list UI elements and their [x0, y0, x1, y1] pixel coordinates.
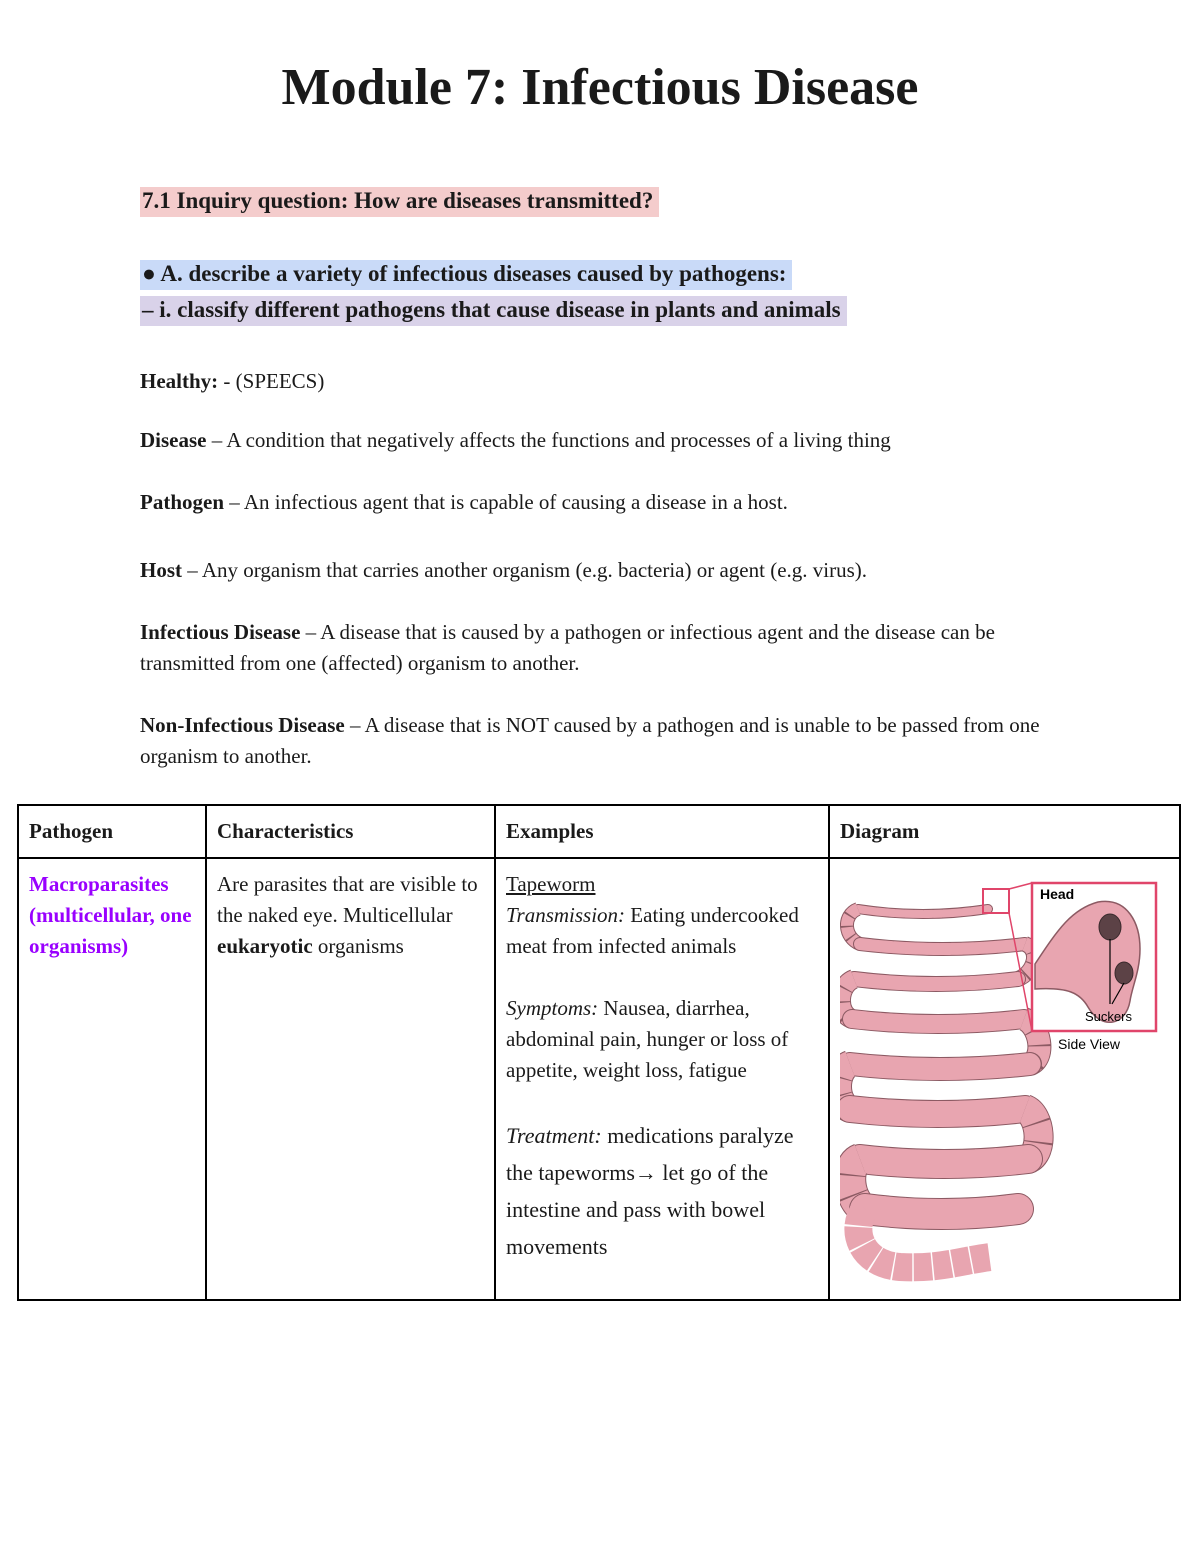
term: Disease: [140, 428, 207, 452]
tapeworm-illustration: [840, 869, 1170, 1289]
definition-host: [140, 555, 1070, 586]
definition-text: – A disease that is caused by a pathogen or infectious agent and the disease can be transmitted from one (affected) organism to another.: [140, 620, 995, 675]
head-inset: [1032, 883, 1156, 1031]
cell-diagram: [829, 858, 1180, 1300]
term: Host: [140, 558, 182, 582]
side-view-label: Side View: [1058, 1036, 1121, 1052]
worm-band: [860, 1159, 1028, 1164]
sucker-upper: [1099, 914, 1121, 940]
char-bold: eukaryotic: [217, 934, 313, 958]
definition-text: – A disease that is NOT caused by a pathogen and is unable to be passed from one organism to another.: [140, 713, 1040, 768]
example-name: Tapeworm: [506, 872, 596, 896]
treatment-label: Treatment:: [506, 1123, 602, 1148]
worm-band: [854, 979, 1018, 984]
pathogen-table: [17, 804, 1181, 1301]
char-text: Are parasites that are visible to the naked eye. Multicellular: [217, 872, 478, 927]
definition-disease: [140, 425, 1070, 456]
sucker-lower: [1115, 962, 1133, 984]
spacer: [506, 1086, 818, 1117]
transmission: [506, 900, 818, 962]
definition-text: - (SPEECS): [218, 369, 325, 393]
definition-healthy: [140, 366, 1070, 397]
char-text-end: organisms: [312, 934, 404, 958]
worm-band: [850, 1064, 1030, 1069]
header-examples: Examples: [495, 805, 829, 858]
definition-text: – Any organism that carries another organism (e.g. bacteria) or agent (e.g. virus).: [182, 558, 868, 582]
symptoms-label: Symptoms:: [506, 996, 599, 1020]
header-pathogen: Pathogen: [18, 805, 206, 858]
cell-characteristics: [206, 858, 495, 1300]
cell-examples: [495, 858, 829, 1300]
inset-connector: [1009, 883, 1032, 889]
definition-non-infectious-disease: [140, 710, 1070, 772]
table-row: [18, 858, 1180, 1300]
pathogen-name: Macroparasites (multicellular, one organisms): [29, 872, 192, 958]
worm-band: [850, 1109, 1025, 1114]
term: Healthy:: [140, 369, 219, 393]
term: Non-Infectious Disease: [140, 713, 345, 737]
tapeworm-diagram: [840, 869, 1169, 1289]
symptoms-text: Nausea, diarrhea, abdominal pain, hunger or loss of appetite, weight loss, fatigue: [506, 996, 789, 1082]
table-header-row: [18, 805, 1180, 858]
transmission-label: Transmission:: [506, 903, 626, 927]
term: Infectious Disease: [140, 620, 301, 644]
worm-band: [852, 1019, 1024, 1024]
outcome-a: ● A. describe a variety of infectious diseases caused by pathogens:: [140, 260, 792, 290]
outcome-i: – i. classify different pathogens that cause disease in plants and animals: [140, 296, 847, 326]
page-title: Module 7: Infectious Disease: [281, 59, 919, 116]
definition-infectious-disease: [140, 617, 1070, 679]
worm-band: [865, 1209, 1018, 1214]
definition-text: – An infectious agent that is capable of causing a disease in a host.: [224, 490, 788, 514]
suckers-label: Suckers: [1085, 1009, 1132, 1024]
header-characteristics: Characteristics: [206, 805, 495, 858]
term: Pathogen: [140, 490, 224, 514]
head-label: Head: [1040, 886, 1075, 902]
transmission-text: Eating undercooked meat from infected animals: [506, 903, 799, 958]
worm-band: [860, 944, 1025, 949]
definition-pathogen: [140, 487, 1070, 518]
symptoms: [506, 993, 818, 1086]
treatment-text: medications paralyze the tapeworms→ let go of the intestine and pass with bowel movements: [506, 1123, 794, 1259]
inquiry-question: 7.1 Inquiry question: How are diseases transmitted?: [140, 187, 659, 217]
cell-pathogen: [18, 858, 206, 1300]
spacer: [506, 962, 818, 993]
tapeworm-body: [840, 909, 1039, 1267]
header-diagram: Diagram: [829, 805, 1180, 858]
definition-text: – A condition that negatively affects the functions and processes of a living thing: [206, 428, 891, 452]
treatment: [506, 1117, 818, 1265]
